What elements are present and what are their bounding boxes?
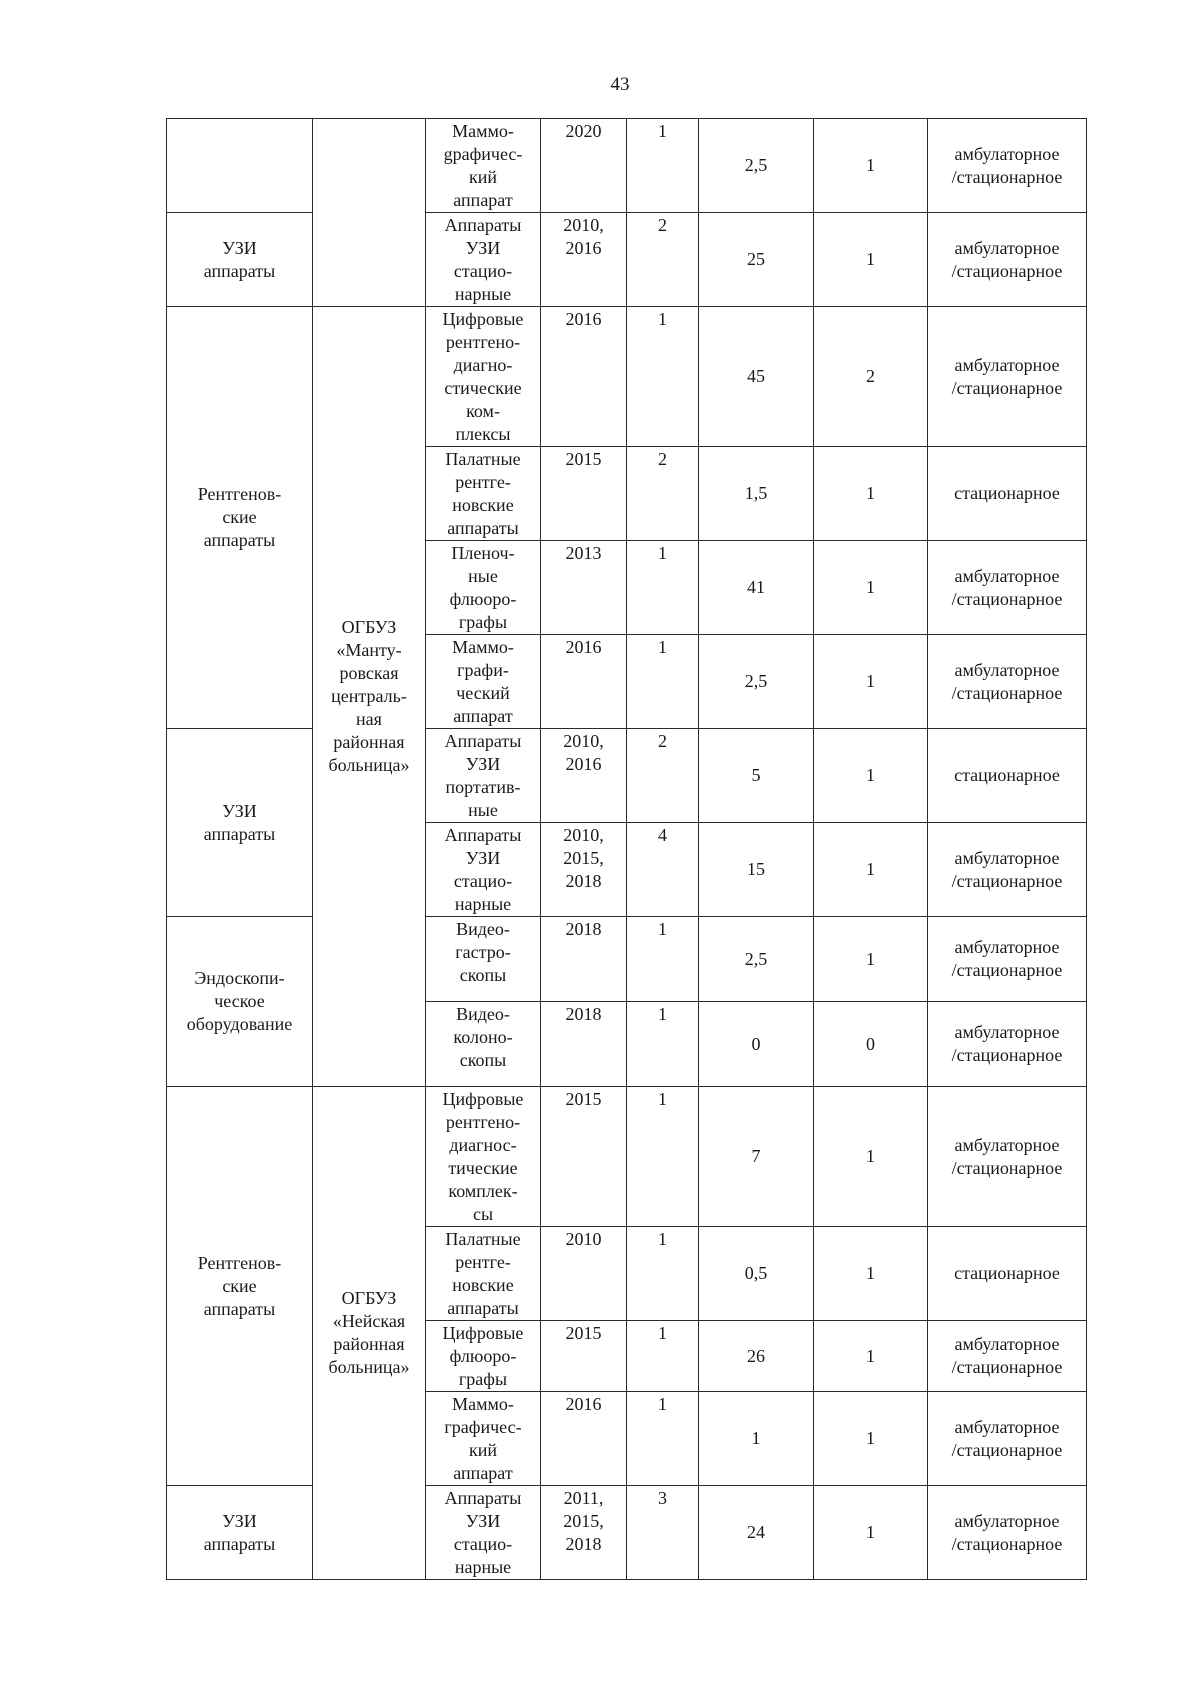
load-cell: 0,5 (699, 1227, 814, 1321)
load-cell: 41 (699, 541, 814, 635)
shifts-cell: 1 (814, 119, 928, 213)
table-row (167, 1087, 1087, 1227)
table-row (167, 307, 1087, 447)
quantity-cell: 1 (627, 1227, 699, 1321)
shifts-cell: 0 (814, 1002, 928, 1087)
quantity-cell: 1 (627, 917, 699, 1002)
shifts-cell: 1 (814, 823, 928, 917)
shifts-cell: 1 (814, 917, 928, 1002)
equipment-name-cell: Палатные рентге- новские аппараты (426, 447, 541, 541)
load-cell: 0 (699, 1002, 814, 1087)
load-cell: 1 (699, 1392, 814, 1486)
equipment-name-cell: Пленоч- ные флюоро- графы (426, 541, 541, 635)
year-cell: 2013 (541, 541, 627, 635)
service-mode-cell: стационарное (928, 729, 1087, 823)
equipment-group-cell: УЗИ аппараты (167, 1486, 313, 1580)
equipment-name-cell: Аппараты УЗИ стацио- нарные (426, 213, 541, 307)
equipment-name-cell: Палатные рентге- новские аппараты (426, 1227, 541, 1321)
year-cell: 2011, 2015, 2018 (541, 1486, 627, 1580)
year-cell: 2015 (541, 447, 627, 541)
service-mode-cell: амбулаторное /стационарное (928, 635, 1087, 729)
equipment-group-cell: УЗИ аппараты (167, 729, 313, 917)
load-cell: 26 (699, 1321, 814, 1392)
year-cell: 2016 (541, 635, 627, 729)
equipment-name-cell: Цифровые рентгено- диагнос- тические комплек- сы (426, 1087, 541, 1227)
quantity-cell: 4 (627, 823, 699, 917)
load-cell: 5 (699, 729, 814, 823)
equipment-group-cell: Рентгенов- ские аппараты (167, 1087, 313, 1486)
shifts-cell: 1 (814, 1227, 928, 1321)
shifts-cell: 2 (814, 307, 928, 447)
service-mode-cell: амбулаторное /стационарное (928, 823, 1087, 917)
load-cell: 25 (699, 213, 814, 307)
equipment-name-cell: Аппараты УЗИ портатив- ные (426, 729, 541, 823)
quantity-cell: 2 (627, 447, 699, 541)
load-cell: 15 (699, 823, 814, 917)
equipment-name-cell: Цифровые флюоро- графы (426, 1321, 541, 1392)
shifts-cell: 1 (814, 729, 928, 823)
shifts-cell: 1 (814, 1321, 928, 1392)
service-mode-cell: амбулаторное /стационарное (928, 307, 1087, 447)
equipment-name-cell: Аппараты УЗИ стацио- нарные (426, 823, 541, 917)
equipment-name-cell: Маммо- gрафичес- кий аппарат (426, 119, 541, 213)
service-mode-cell: стационарное (928, 1227, 1087, 1321)
load-cell: 1,5 (699, 447, 814, 541)
equipment-name-cell: Цифровые рентгено- диагно- стические ком- плексы (426, 307, 541, 447)
quantity-cell: 1 (627, 1002, 699, 1087)
year-cell: 2015 (541, 1321, 627, 1392)
load-cell: 2,5 (699, 119, 814, 213)
service-mode-cell: амбулаторное /стационарное (928, 119, 1087, 213)
load-cell: 2,5 (699, 917, 814, 1002)
service-mode-cell: амбулаторное /стационарное (928, 541, 1087, 635)
equipment-group-cell (167, 119, 313, 213)
equipment-name-cell: Видео- колоно- скопы (426, 1002, 541, 1087)
shifts-cell: 1 (814, 635, 928, 729)
load-cell: 7 (699, 1087, 814, 1227)
quantity-cell: 2 (627, 213, 699, 307)
table-row (167, 917, 1087, 1002)
year-cell: 2016 (541, 1392, 627, 1486)
shifts-cell: 1 (814, 1087, 928, 1227)
year-cell: 2020 (541, 119, 627, 213)
table-row (167, 1486, 1087, 1580)
equipment-name-cell: Маммо- графи- ческий аппарат (426, 635, 541, 729)
service-mode-cell: амбулаторное /стационарное (928, 1002, 1087, 1087)
year-cell: 2010, 2016 (541, 213, 627, 307)
shifts-cell: 1 (814, 447, 928, 541)
service-mode-cell: амбулаторное /стационарное (928, 1321, 1087, 1392)
quantity-cell: 1 (627, 119, 699, 213)
quantity-cell: 2 (627, 729, 699, 823)
quantity-cell: 1 (627, 1087, 699, 1227)
shifts-cell: 1 (814, 541, 928, 635)
organization-cell: ОГБУЗ «Манту- ровская централь- ная районная больница» (313, 307, 426, 1087)
equipment-group-cell: Рентгенов- ские аппараты (167, 307, 313, 729)
quantity-cell: 1 (627, 635, 699, 729)
quantity-cell: 1 (627, 541, 699, 635)
equipment-group-cell: УЗИ аппараты (167, 213, 313, 307)
service-mode-cell: амбулаторное /стационарное (928, 213, 1087, 307)
equipment-name-cell: Маммо- графичес- кий аппарат (426, 1392, 541, 1486)
load-cell: 45 (699, 307, 814, 447)
quantity-cell: 1 (627, 1321, 699, 1392)
year-cell: 2018 (541, 917, 627, 1002)
page-number: 43 (610, 74, 630, 95)
service-mode-cell: амбулаторное /стационарное (928, 1486, 1087, 1580)
year-cell: 2016 (541, 307, 627, 447)
service-mode-cell: амбулаторное /стационарное (928, 1087, 1087, 1227)
service-mode-cell: амбулаторное /стационарное (928, 917, 1087, 1002)
equipment-name-cell: Видео- гастро- скопы (426, 917, 541, 1002)
quantity-cell: 3 (627, 1486, 699, 1580)
year-cell: 2010 (541, 1227, 627, 1321)
equipment-table (166, 118, 1087, 1580)
table-row (167, 213, 1087, 307)
service-mode-cell: стационарное (928, 447, 1087, 541)
shifts-cell: 1 (814, 1392, 928, 1486)
load-cell: 2,5 (699, 635, 814, 729)
service-mode-cell: амбулаторное /стационарное (928, 1392, 1087, 1486)
year-cell: 2010, 2016 (541, 729, 627, 823)
organization-cell (313, 119, 426, 307)
table-row (167, 729, 1087, 823)
equipment-group-cell: Эндоскопи- ческое оборудование (167, 917, 313, 1087)
year-cell: 2018 (541, 1002, 627, 1087)
equipment-name-cell: Аппараты УЗИ стацио- нарные (426, 1486, 541, 1580)
quantity-cell: 1 (627, 1392, 699, 1486)
year-cell: 2010, 2015, 2018 (541, 823, 627, 917)
load-cell: 24 (699, 1486, 814, 1580)
year-cell: 2015 (541, 1087, 627, 1227)
quantity-cell: 1 (627, 307, 699, 447)
shifts-cell: 1 (814, 1486, 928, 1580)
table-row (167, 119, 1087, 213)
organization-cell: ОГБУЗ «Нейская районная больница» (313, 1087, 426, 1580)
shifts-cell: 1 (814, 213, 928, 307)
